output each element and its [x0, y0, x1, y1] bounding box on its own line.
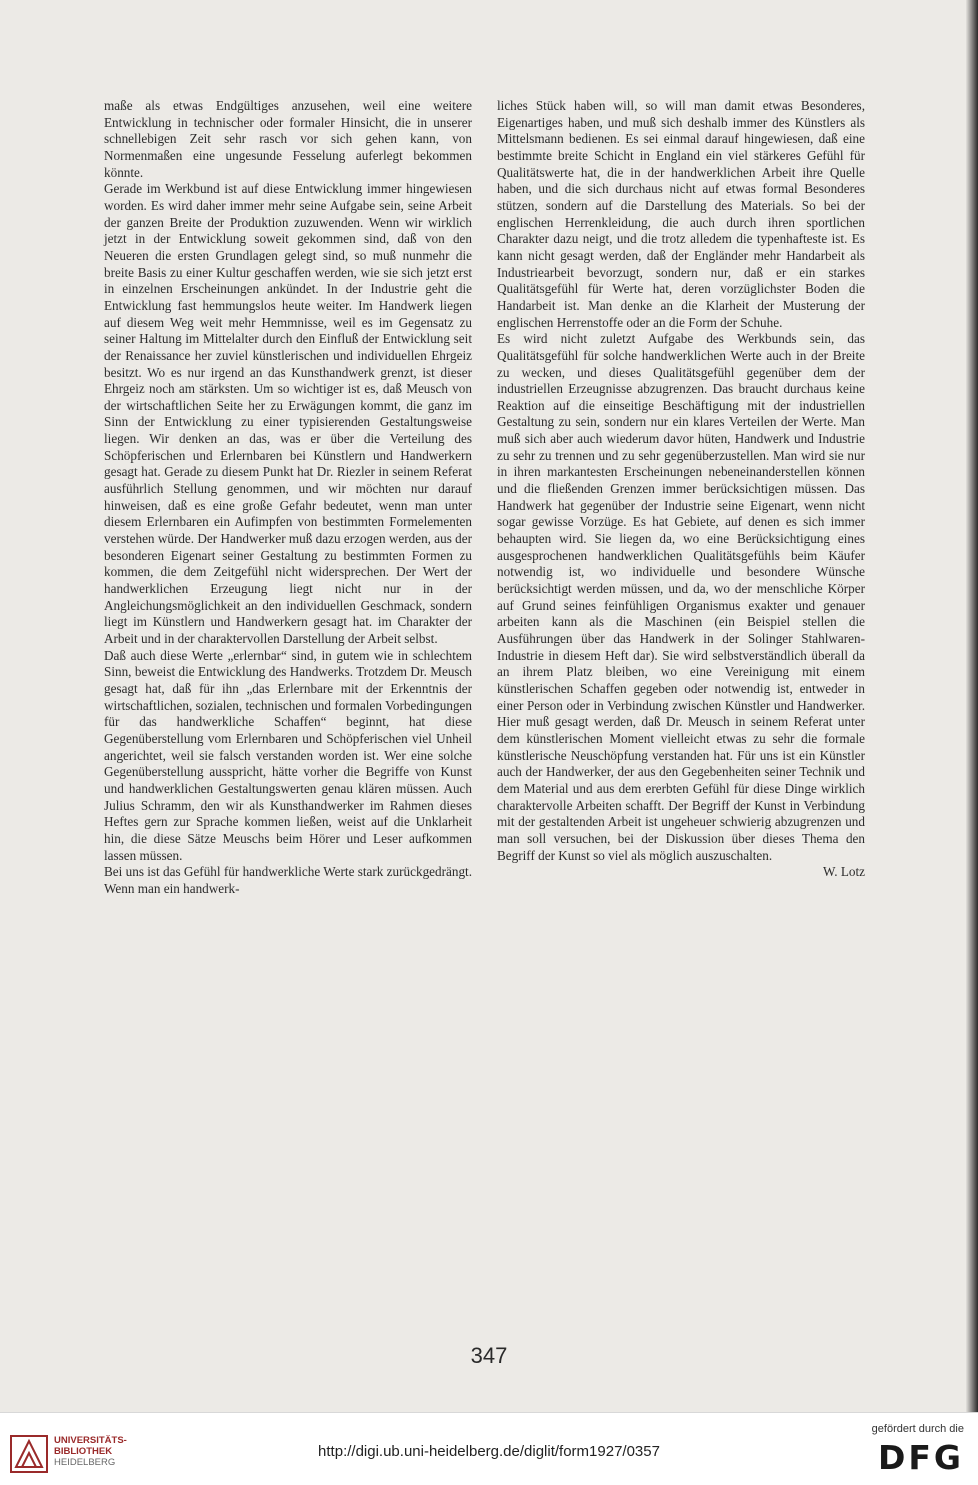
permalink-url[interactable]: http://digi.ub.uni-heidelberg.de/diglit/form1927/0357 [318, 1443, 660, 1460]
library-name-line: BIBLIOTHEK [54, 1446, 113, 1457]
library-name-line: UNIVERSITÄTS- [54, 1435, 127, 1446]
viewer-footer [0, 1412, 978, 1485]
paragraph: Gerade im Werkbund ist auf diese Entwicklung immer hingewiesen worden. Es wird daher immer mehr seine Aufgabe sein, seine Arbeit der ganzen Breite der Produktion zuzuwenden. Wenn wir wirklich jetzt in der Entwicklung soweit gekommen sind, daß von den Neueren die ersten Grundlagen gelegt sind, so muß nunmehr die breite Basis zu einer Kultur geschaffen werden, wie sie sich jetzt erst in einzelnen Erscheinungen ankündet. In der Industrie geht die Entwicklung fast hemmungslos heute weiter. Im Handwerk liegen auf diesem Weg weit mehr Hemmnisse, weil es im Gegensatz zu seiner Haltung im Mittelalter durch den Einfluß der Entwicklung seit der Renaissance her zuviel künstlerischen und individuellen Ehrgeiz besitzt. Wo es nur irgend an das Kunsthandwerk grenzt, ist dieser Ehrgeiz noch am stärksten. Um so wichtiger ist es, daß Meusch von der wirtschaftlichen Seite her zu Erwägungen kommt, die ganz im Sinn der Entwicklung zu einer typisierenden Gestaltungsweise liegen. Wir denken an das, was er über die Verteilung des Schöpferischen und Erlernbaren bei Künstlern und Handwerkern gesagt hat. Gerade zu diesem Punkt hat Dr. Riezler in seinem Referat ausführlich Stellung genommen, und wir möchten nur darauf hinweisen, daß es eine große Gefahr bedeutet, wenn man unter diesem Erlernbaren ein Aufimpfen von bestimmten Formelementen verstehen würde. Der Handwerker muß dazu erzogen werden, aus der besonderen Eigenart seiner Gestaltung zu bestimmten Formen zu kommen, die dem Zeitgefühl nicht widersprechen. Der Wert der handwerklichen Erzeugung liegt nicht nur in der Angleichungsmöglichkeit an den individuellen Geschmack, sondern liegt im Künstlern und Handwerkern gesagt hat. im Charakter der Arbeit und in der charaktervollen Darstellung der Arbeit selbst. [104, 181, 472, 646]
text-column-left [104, 98, 472, 898]
text-column-right [497, 98, 865, 881]
paragraph: Bei uns ist das Gefühl für handwerkliche Werte stark zurückgedrängt. Wenn man ein handwerk- [104, 864, 472, 896]
paragraph: liches Stück haben will, so will man damit etwas Besonderes, Eigenartiges haben, und muß sich deshalb immer des Künstlers als Mittelsmann bedienen. Es sei einmal darauf hingewiesen, daß eine bestimmte breite Schicht in England ein viel stärkeres Gefühl für Qualitätswerte hat, die in der handwerklichen Arbeit ihre Quelle haben, und die sich durchaus nicht auf etwas formal Besonderes stützen, sondern auf die Darstellung des Materials. So bei der englischen Herrenkleidung, die auch durch ihren sportlichen Charakter dazu neigt, und die trotz alledem die typenhafteste ist. Es kann nicht gesagt werden, daß der Engländer mehr Handarbeit als Industriearbeit bevorzugt, sondern nur, daß er ein starkes Qualitätsgefühl für Werte hat, deren vorzüglichster Boden die Handarbeit ist. Man denke an die Klarheit der Musterung der englischen Herrenstoffe oder an die Form der Schuhe. [497, 98, 865, 330]
page-number: 347 [470, 1343, 508, 1368]
dfg-logo[interactable]: DFG [877, 1438, 964, 1477]
paragraph: maße als etwas Endgültiges anzusehen, weil eine weitere Entwicklung in technischer oder formaler Hinsicht, die in unserer schnellebigen Zeit sehr rasch vor sich gehen kann, von Normenmaßen eine ungesunde Fesselung auferlegt bekommen könnte. [104, 98, 472, 180]
paragraph: Daß auch diese Werte „erlernbar“ sind, in gutem wie in schlechtem Sinn, beweist die Entwicklung des Handwerks. Trotzdem Dr. Meusch gesagt hat, daß für ihn „das Erlernbare mit der Erkenntnis der wirtschaftlichen, sozialen, technischen und formalen Vorbedingungen für das handwerkliche Schaffen“ beginnt, hat diese Gegenüberstellung vom Erlernbaren und Schöpferischen viel Unheil angerichtet, weil sie falsch verstanden worden ist. Wer eine solche Gegenüberstellung ausspricht, hätte vorher die Begriffe von Kunst und handwerklichen Gestaltungswerten genau klären müssen. Auch Julius Schramm, den wir als Kunsthandwerker im Rahmen dieses Heftes gern zur Sprache kommen ließen, weist auf die Unklarheit hin, die diese Sätze Meuschs beim Hörer und Leser aufkommen lassen müssen. [104, 647, 472, 863]
paragraph: Es wird nicht zuletzt Aufgabe des Werkbunds sein, das Qualitätsgefühl für solche handwerklichen Werte auch in der Breite zu wecken, und dieses Qualitätsgefühl gegenüber dem der industriellen Erzeugnisse abzugrenzen. Das braucht durchaus keine Reaktion auf die einseitige Beschäftigung mit der industriellen Gestaltung zu sein, sondern nur ein klares Verteilen der Werte. Man muß sich aber auch wiederum davor hüten, Handwerk und Industrie zu sehr zu trennen und zu sehr gegenüberzustellen. Man wird sie nur in ihren markantesten Erscheinungen nebeneinanderstellen können und die fließenden Grenzen immer berücksichtigen müssen. Das Handwerk hat gegenüber der Industrie seine Eigenart, wenn nicht sogar gewisse Vorzüge. Es hat Gebiete, auf denen es sich immer behaupten wird. Sie liegen da, wo eine Berücksichtigung eines ausgesprochenen handwerklichen Qualitätsgefühls beim Käufer notwendig ist, wo individuelle und besondere Wünsche berücksichtigt werden müssen, und da, wo der menschliche Körper auf Grund seines feinfühligen Organismus exakter und genauer arbeiten kann als die Maschinen (ein Beispiel stellen die Ausführungen über das Handwerk in der Solinger Stahlwaren-Industrie in diesem Heft dar). Sie wird selbstverständlich überall da an ihrem Platz bleiben, wo eine Vereinigung mit einem künstlerischen Schaffen gegeben oder notwendig ist, entweder in einer Person oder in Verbindung zwischen Künstler und Handwerker. Hier muß gesagt werden, daß Dr. Meusch in seinem Referat unter dem künstlerischen Moment vielleicht etwas zu sehr die formale künstlerische Neuschöpfung verstanden hat. Für uns ist ein Künstler auch der Handwerker, der aus den Gegebenheiten seiner Technik und dem Material und aus dem ererbten Gefühl für diese Dinge wirklich charaktervolle Arbeiten schafft. Der Begriff der Kunst in Verbindung mit der gestaltenden Arbeit ist ungeheuer schwierig abzugrenzen und man soll versuchen, bei der Diskussion über dieses Thema den Begriff der Kunst so viel als möglich auszuschalten. [497, 331, 865, 863]
page-edge-shadow [966, 0, 978, 1412]
funded-by-label: gefördert durch die [871, 1423, 964, 1435]
library-name-line: HEIDELBERG [54, 1457, 116, 1468]
author-signature: W. Lotz [823, 864, 865, 880]
